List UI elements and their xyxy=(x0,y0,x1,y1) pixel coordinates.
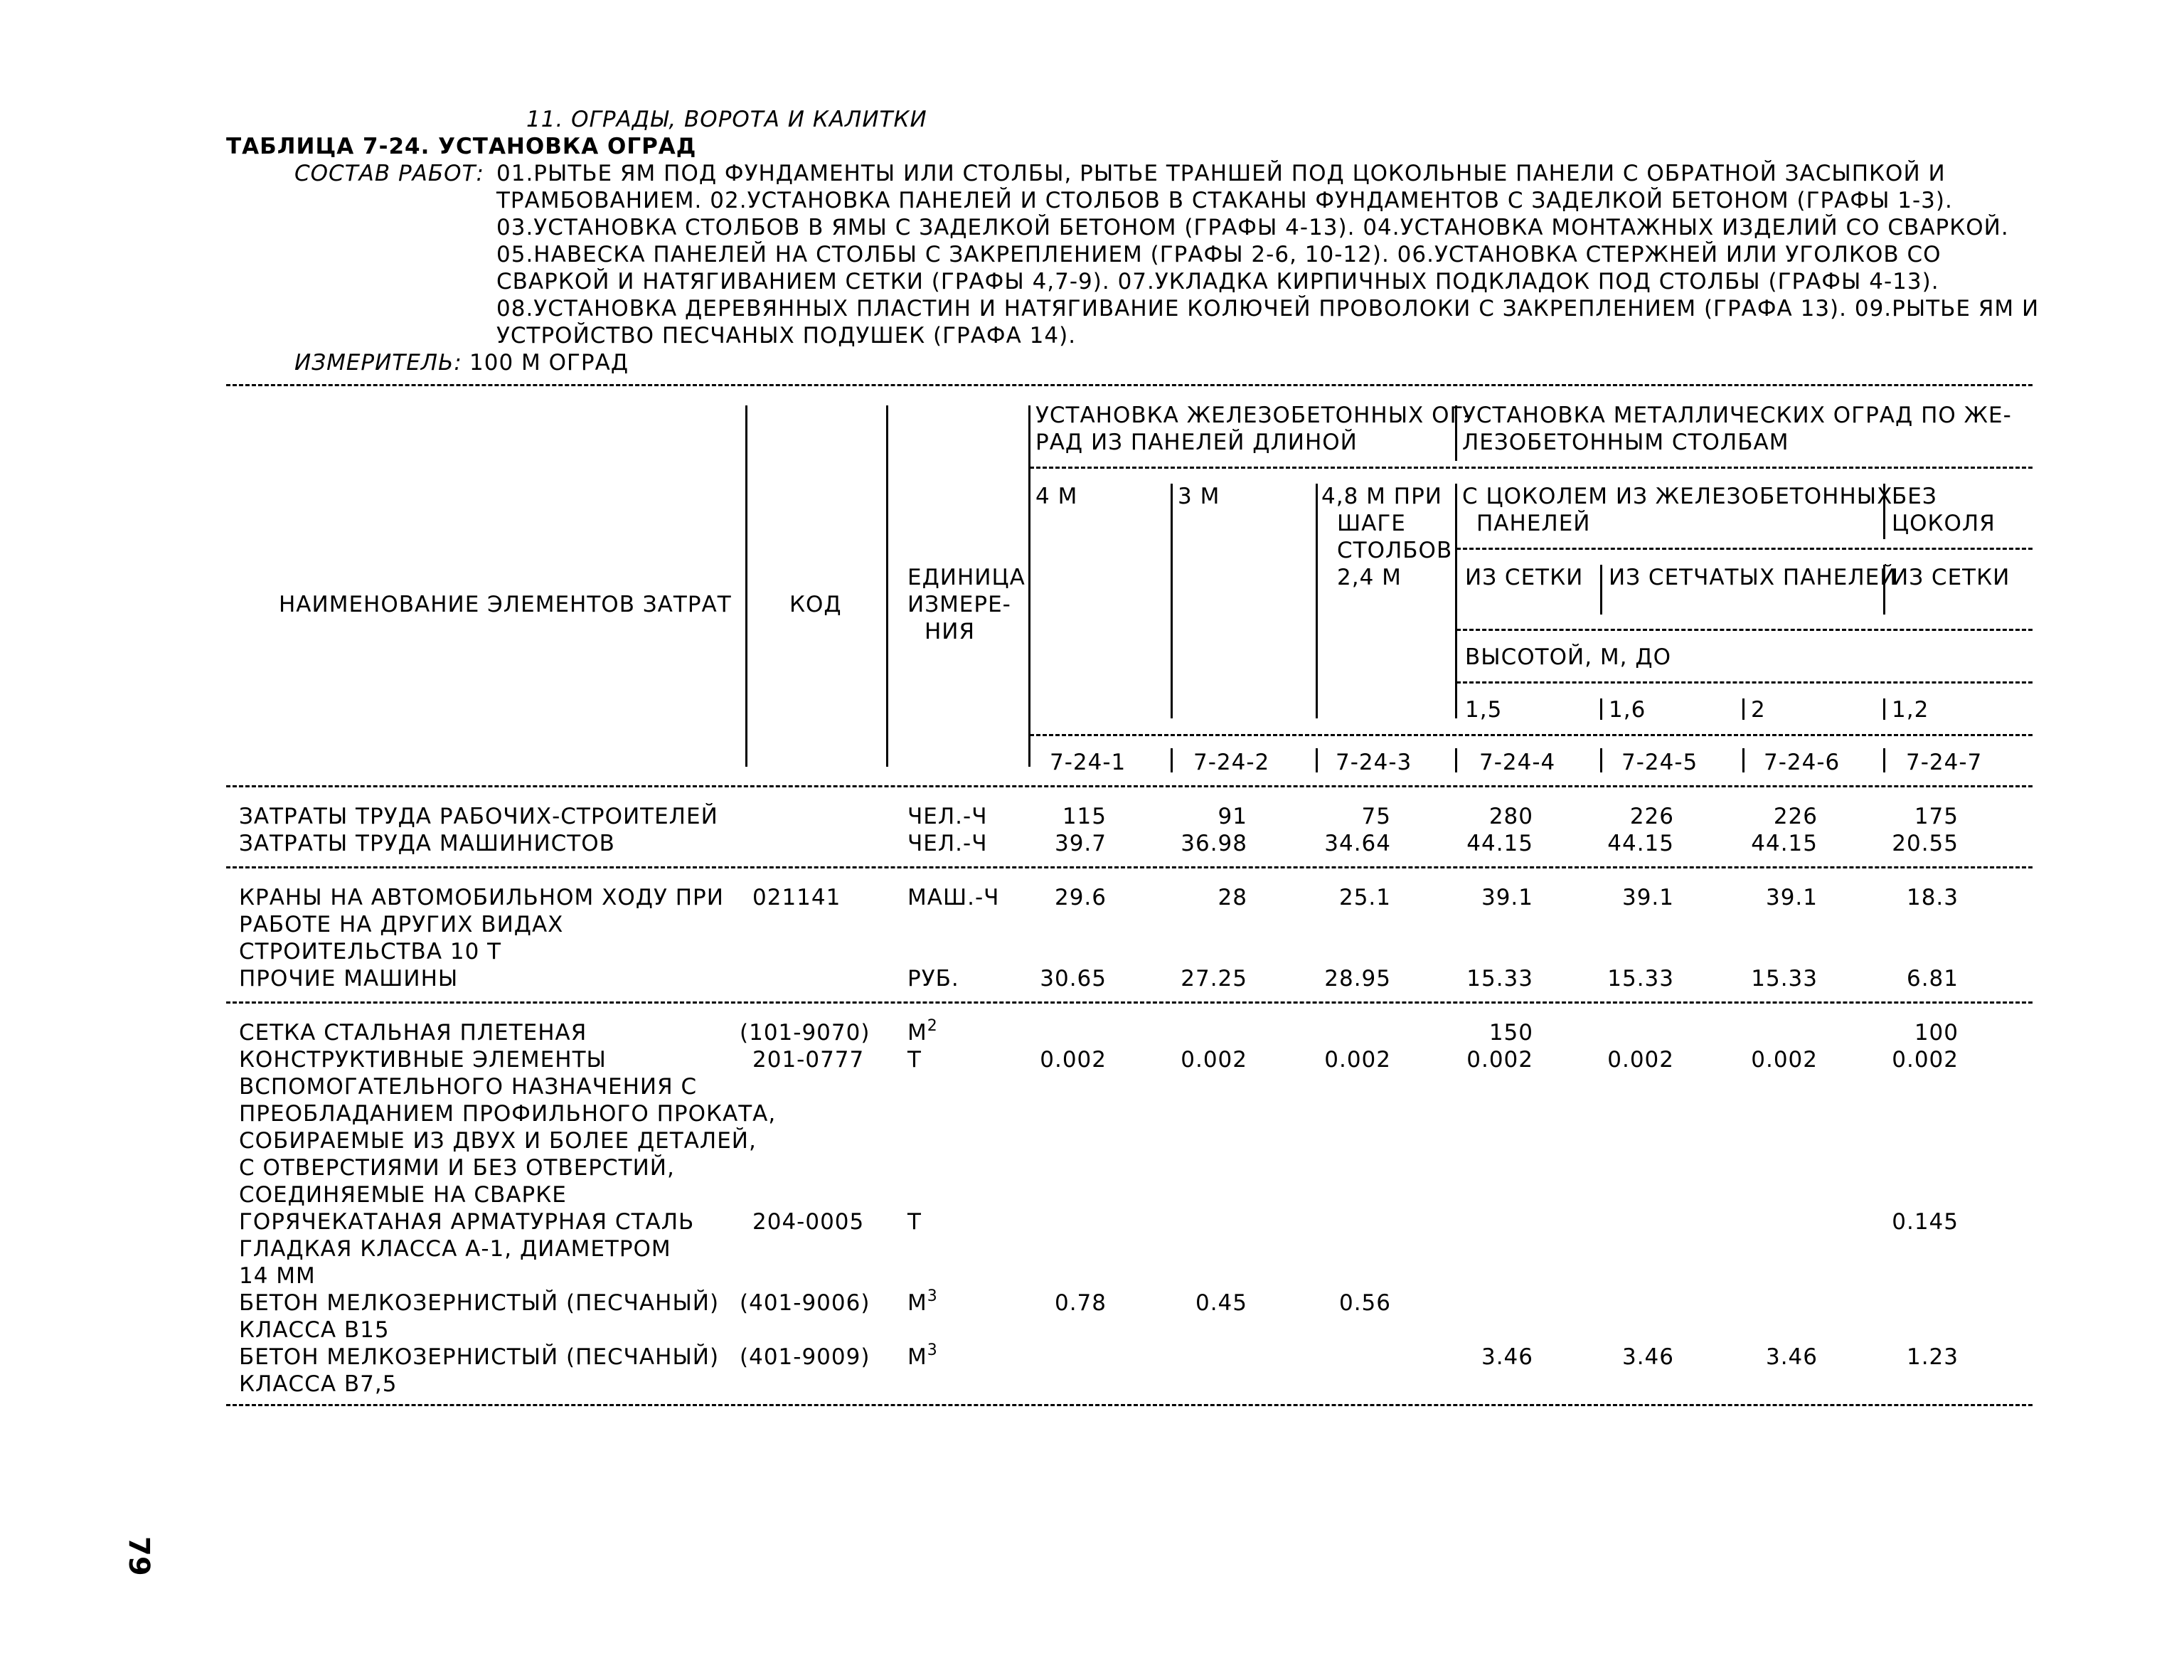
row-value: 150 xyxy=(1488,1020,1533,1046)
col-code: 7-24-4 xyxy=(1479,750,1556,775)
row-unit-text: МАШ.-Ч xyxy=(907,885,1000,910)
row-name: С ОТВЕРСТИЯМИ И БЕЗ ОТВЕРСТИЙ, xyxy=(239,1155,675,1181)
row-value: 15.33 xyxy=(1466,966,1533,991)
col-header-name: НАИМЕНОВАНИЕ ЭЛЕМЕНТОВ ЗАТРАТ xyxy=(279,592,732,617)
group-header-concrete: РАД ИЗ ПАНЕЛЕЙ ДЛИНОЙ xyxy=(1035,430,1358,455)
col-header-len-48: ШАГЕ xyxy=(1337,511,1406,536)
row-unit-text: ЧЕЛ.-Ч xyxy=(907,804,988,829)
col-separator xyxy=(1883,698,1885,720)
col-header-len-48: 4,8 М ПРИ xyxy=(1321,484,1442,509)
row-value: 27.25 xyxy=(1181,966,1247,991)
row-value: 39.7 xyxy=(1054,831,1107,856)
row-unit-exponent: 3 xyxy=(927,1287,938,1305)
row-name: ЗАТРАТЫ ТРУДА РАБОЧИХ-СТРОИТЕЛЕЙ xyxy=(239,804,718,829)
row-code: 204-0005 xyxy=(752,1209,865,1235)
work-line: СВАРКОЙ И НАТЯГИВАНИЕМ СЕТКИ (ГРАФЫ 4,7-9). 07.УКЛАДКА КИРПИЧНЫХ ПОДКЛАДОК ПОД СТОЛБЫ (ГРАФЫ 4-13). xyxy=(496,269,1939,294)
row-value: 39.1 xyxy=(1765,885,1818,910)
work-line: 08.УСТАНОВКА ДЕРЕВЯННЫХ ПЛАСТИН И НАТЯГИВАНИЕ КОЛЮЧЕЙ ПРОВОЛОКИ С ЗАКРЕПЛЕНИЕМ (ГРАФА 13). 09.РЫТЬЕ ЯМ И xyxy=(496,296,2040,321)
col-header-unit: ЕДИНИЦА xyxy=(907,565,1026,590)
unit-value: 100 М ОГРАД xyxy=(469,350,629,376)
row-name: СОБИРАЕМЫЕ ИЗ ДВУХ И БОЛЕЕ ДЕТАЛЕЙ, xyxy=(239,1128,757,1154)
row-unit-text: РУБ. xyxy=(907,966,959,991)
col-header-len-3: 3 М xyxy=(1178,484,1220,509)
subgroup-rule xyxy=(1456,681,2033,684)
col-separator xyxy=(1028,405,1030,767)
row-value: 30.65 xyxy=(1040,966,1107,991)
table-top-rule xyxy=(226,384,2033,386)
work-line: 01.РЫТЬЕ ЯМ ПОД ФУНДАМЕНТЫ ИЛИ СТОЛБЫ, РЫТЬЕ ТРАНШЕЙ ПОД ЦОКОЛЬНЫЕ ПАНЕЛИ С ОБРАТНОЙ ЗАСЫПКОЙ И xyxy=(496,161,1946,186)
row-value: 44.15 xyxy=(1466,831,1533,856)
row-code: 201-0777 xyxy=(752,1047,865,1073)
col-separator xyxy=(1600,565,1602,615)
row-value: 0.78 xyxy=(1054,1290,1107,1316)
row-value: 115 xyxy=(1062,804,1107,829)
col-separator xyxy=(745,405,747,767)
row-value: 0.145 xyxy=(1892,1209,1959,1235)
row-name: ГОРЯЧЕКАТАНАЯ АРМАТУРНАЯ СТАЛЬ xyxy=(239,1209,695,1235)
row-value: 3.46 xyxy=(1481,1344,1533,1370)
col-header-height: ВЫСОТОЙ, М, ДО xyxy=(1465,644,1671,670)
col-header-height-value: 1,2 xyxy=(1892,697,1929,723)
row-unit-text: Т xyxy=(907,1047,922,1073)
codes-rule xyxy=(1030,734,2033,736)
row-value: 29.6 xyxy=(1054,885,1107,910)
header-bottom-rule xyxy=(226,785,2033,787)
row-value: 175 xyxy=(1914,804,1959,829)
col-separator xyxy=(1600,748,1602,772)
col-code: 7-24-5 xyxy=(1621,750,1698,775)
row-unit-text: М xyxy=(907,1344,927,1370)
col-separator xyxy=(1883,748,1885,772)
row-value: 0.002 xyxy=(1892,1047,1959,1073)
section-rule xyxy=(226,866,2033,868)
row-name: ПРОЧИЕ МАШИНЫ xyxy=(239,966,459,991)
row-value: 0.002 xyxy=(1607,1047,1674,1073)
col-code: 7-24-7 xyxy=(1906,750,1983,775)
work-line: 03.УСТАНОВКА СТОЛБОВ В ЯМЫ С ЗАДЕЛКОЙ БЕТОНОМ (ГРАФЫ 4-13). 04.УСТАНОВКА МОНТАЖНЫХ ИЗДЕЛИЙ СО СВАРКОЙ. xyxy=(496,215,2009,240)
row-unit xyxy=(907,1341,938,1370)
subgroup-rule xyxy=(1456,548,2033,550)
work-line: УСТРОЙСТВО ПЕСЧАНЫХ ПОДУШЕК (ГРАФА 14). xyxy=(496,323,1077,349)
col-header-no-plinth: БЕЗ xyxy=(1892,484,1937,509)
row-value: 0.002 xyxy=(1181,1047,1247,1073)
row-unit xyxy=(907,1016,938,1046)
row-value: 280 xyxy=(1488,804,1533,829)
row-code: (401-9006) xyxy=(740,1290,870,1316)
row-value: 100 xyxy=(1914,1020,1959,1046)
section-title: 11. ОГРАДЫ, ВОРОТА И КАЛИТКИ xyxy=(526,107,927,132)
row-name: КЛАССА В7,5 xyxy=(239,1371,398,1397)
group-header-metal: УСТАНОВКА МЕТАЛЛИЧЕСКИХ ОГРАД ПО ЖЕ- xyxy=(1462,403,2012,428)
row-value: 15.33 xyxy=(1607,966,1674,991)
table-bottom-rule xyxy=(226,1404,2033,1406)
row-value: 39.1 xyxy=(1481,885,1533,910)
row-unit xyxy=(907,804,987,829)
row-unit xyxy=(907,885,999,910)
row-value: 0.56 xyxy=(1338,1290,1391,1316)
row-code: (101-9070) xyxy=(740,1020,870,1046)
row-unit-text: Т xyxy=(907,1209,922,1235)
row-value: 0.002 xyxy=(1040,1047,1107,1073)
col-code: 7-24-1 xyxy=(1050,750,1126,775)
row-name: СОЕДИНЯЕМЫЕ НА СВАРКЕ xyxy=(239,1182,567,1208)
row-code: 021141 xyxy=(752,885,841,910)
row-value: 18.3 xyxy=(1906,885,1959,910)
row-name: ПРЕОБЛАДАНИЕМ ПРОФИЛЬНОГО ПРОКАТА, xyxy=(239,1101,777,1127)
row-name: СТРОИТЕЛЬСТВА 10 Т xyxy=(239,939,502,964)
row-unit-text: ЧЕЛ.-Ч xyxy=(907,831,988,856)
col-header-mesh-panels: ИЗ СЕТЧАТЫХ ПАНЕЛЕЙ xyxy=(1609,565,1897,590)
group-header-concrete: УСТАНОВКА ЖЕЛЕЗОБЕТОННЫХ ОГ- xyxy=(1035,403,1473,428)
work-composition-label: СОСТАВ РАБОТ: xyxy=(294,161,484,186)
row-value: 25.1 xyxy=(1338,885,1391,910)
row-value: 44.15 xyxy=(1607,831,1674,856)
row-code: (401-9009) xyxy=(740,1344,870,1370)
col-separator xyxy=(1171,484,1173,718)
row-value: 34.64 xyxy=(1324,831,1391,856)
row-name: ГЛАДКАЯ КЛАССА А-1, ДИАМЕТРОМ xyxy=(239,1236,671,1262)
row-name: ЗАТРАТЫ ТРУДА МАШИНИСТОВ xyxy=(239,831,615,856)
row-value: 0.002 xyxy=(1466,1047,1533,1073)
row-unit-exponent: 2 xyxy=(927,1016,938,1035)
row-value: 91 xyxy=(1218,804,1247,829)
col-header-plinth: ПАНЕЛЕЙ xyxy=(1476,511,1591,536)
row-value: 36.98 xyxy=(1181,831,1247,856)
row-unit xyxy=(907,1047,922,1073)
col-separator xyxy=(886,405,888,767)
col-header-code: КОД xyxy=(789,592,842,617)
col-separator xyxy=(1742,698,1744,720)
col-header-height-value: 1,5 xyxy=(1465,697,1503,723)
table-title: ТАБЛИЦА 7-24. УСТАНОВКА ОГРАД xyxy=(226,134,697,159)
row-unit xyxy=(907,966,959,991)
row-value: 226 xyxy=(1629,804,1674,829)
row-unit xyxy=(907,1209,922,1235)
col-separator xyxy=(1600,698,1602,720)
row-value: 0.45 xyxy=(1195,1290,1247,1316)
col-header-len-48: 2,4 М xyxy=(1337,565,1402,590)
work-line: 05.НАВЕСКА ПАНЕЛЕЙ НА СТОЛБЫ С ЗАКРЕПЛЕНИЕМ (ГРАФЫ 2-6, 10-12). 06.УСТАНОВКА СТЕРЖНЕЙ ИЛИ УГОЛКОВ СО xyxy=(496,242,1941,267)
row-unit xyxy=(907,831,987,856)
col-code: 7-24-3 xyxy=(1336,750,1412,775)
col-header-unit: ИЗМЕРЕ- xyxy=(907,592,1011,617)
row-unit-text: М xyxy=(907,1290,927,1316)
col-separator xyxy=(1455,484,1457,718)
row-value: 15.33 xyxy=(1751,966,1818,991)
col-header-height-value: 2 xyxy=(1751,697,1766,723)
col-header-height-value: 1,6 xyxy=(1609,697,1646,723)
col-header-len-48: СТОЛБОВ xyxy=(1337,538,1453,563)
col-separator xyxy=(1316,484,1318,718)
col-header-unit: НИЯ xyxy=(925,619,976,644)
row-value: 1.23 xyxy=(1906,1344,1959,1370)
subgroup-rule xyxy=(1456,629,2033,631)
row-unit-exponent: 3 xyxy=(927,1341,938,1359)
col-header-plinth: С ЦОКОЛЕМ ИЗ ЖЕЛЕЗОБЕТОННЫХ xyxy=(1462,484,1893,509)
row-name: РАБОТЕ НА ДРУГИХ ВИДАХ xyxy=(239,912,564,937)
row-value: 226 xyxy=(1773,804,1818,829)
row-name: ВСПОМОГАТЕЛЬНОГО НАЗНАЧЕНИЯ С xyxy=(239,1074,698,1100)
work-line: ТРАМБОВАНИЕМ. 02.УСТАНОВКА ПАНЕЛЕЙ И СТОЛБОВ В СТАКАНЫ ФУНДАМЕНТОВ С ЗАДЕЛКОЙ БЕТОНОМ (ГРАФЫ 1-3). xyxy=(496,188,1953,213)
row-value: 20.55 xyxy=(1892,831,1959,856)
row-name: КЛАССА В15 xyxy=(239,1317,390,1343)
row-value: 0.002 xyxy=(1751,1047,1818,1073)
row-value: 39.1 xyxy=(1621,885,1674,910)
section-rule xyxy=(226,1001,2033,1004)
row-unit xyxy=(907,1287,938,1316)
row-value: 0.002 xyxy=(1324,1047,1391,1073)
row-value: 3.46 xyxy=(1765,1344,1818,1370)
col-separator xyxy=(1742,748,1744,772)
row-value: 28.95 xyxy=(1324,966,1391,991)
page-number: 79 xyxy=(122,1536,155,1576)
row-value: 3.46 xyxy=(1621,1344,1674,1370)
col-code: 7-24-2 xyxy=(1193,750,1270,775)
col-separator xyxy=(1455,748,1457,772)
col-separator xyxy=(1316,748,1318,772)
row-name: 14 ММ xyxy=(239,1263,316,1289)
row-name: КРАНЫ НА АВТОМОБИЛЬНОМ ХОДУ ПРИ xyxy=(239,885,724,910)
row-value: 28 xyxy=(1218,885,1247,910)
row-value: 6.81 xyxy=(1906,966,1959,991)
row-value: 44.15 xyxy=(1751,831,1818,856)
row-unit-text: М xyxy=(907,1020,927,1046)
col-header-len-4: 4 М xyxy=(1035,484,1078,509)
row-name: БЕТОН МЕЛКОЗЕРНИСТЫЙ (ПЕСЧАНЫЙ) xyxy=(239,1290,720,1316)
col-header-no-plinth: ЦОКОЛЯ xyxy=(1892,511,1996,536)
row-name: БЕТОН МЕЛКОЗЕРНИСТЫЙ (ПЕСЧАНЫЙ) xyxy=(239,1344,720,1370)
group-header-metal: ЛЕЗОБЕТОННЫМ СТОЛБАМ xyxy=(1462,430,1789,455)
col-code: 7-24-6 xyxy=(1764,750,1841,775)
row-name: СЕТКА СТАЛЬНАЯ ПЛЕТЕНАЯ xyxy=(239,1020,587,1046)
row-name: КОНСТРУКТИВНЫЕ ЭЛЕМЕНТЫ xyxy=(239,1047,607,1073)
col-separator xyxy=(1171,748,1173,772)
group-rule xyxy=(1030,467,2033,469)
col-header-mesh: ИЗ СЕТКИ xyxy=(1465,565,1584,590)
row-value: 75 xyxy=(1361,804,1391,829)
unit-label: ИЗМЕРИТЕЛЬ: xyxy=(294,350,462,376)
col-header-mesh: ИЗ СЕТКИ xyxy=(1892,565,2010,590)
